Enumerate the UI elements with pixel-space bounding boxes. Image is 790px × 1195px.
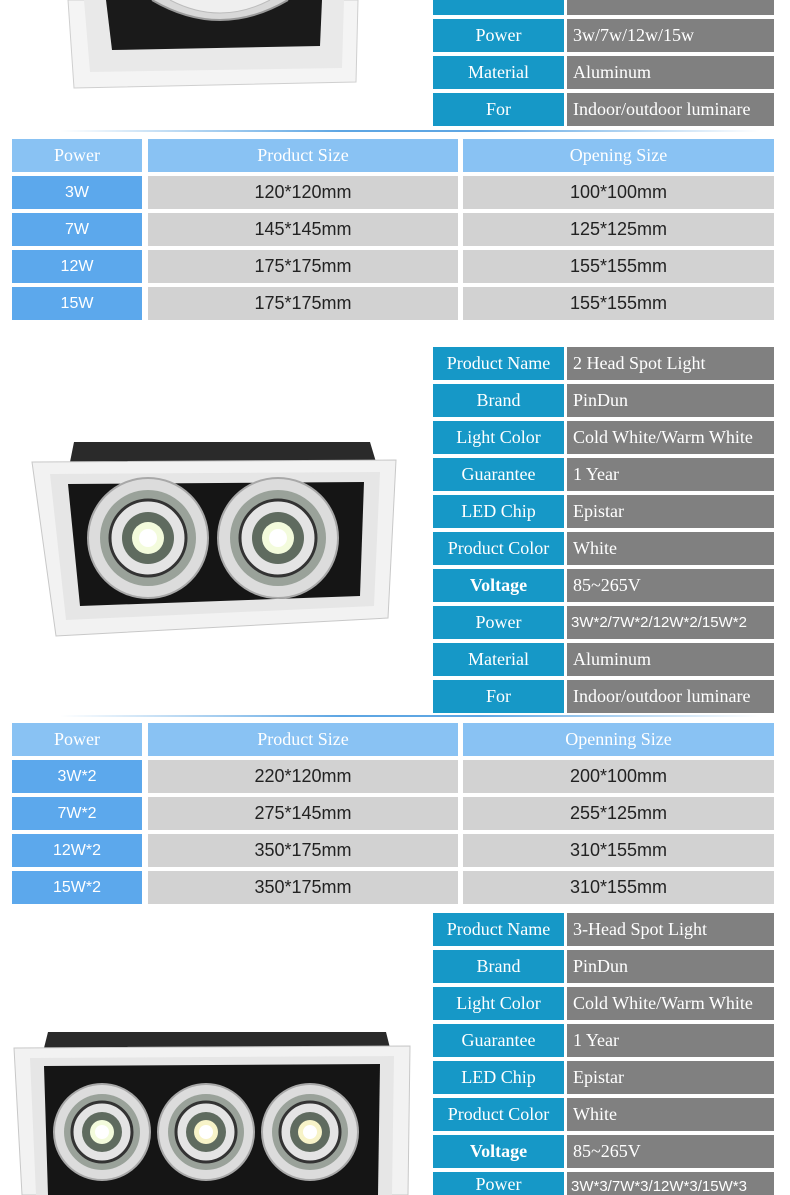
table-cell-product-size: 175*175mm (148, 287, 458, 320)
spec-label: Guarantee (433, 458, 564, 491)
spec-value: White (567, 532, 774, 565)
table-header-power: Power (12, 723, 142, 756)
table-cell-power: 7W (12, 213, 142, 246)
spec-value: 1 Year (567, 458, 774, 491)
table-cell-power: 7W*2 (12, 797, 142, 830)
table-cell-power: 12W*2 (12, 834, 142, 867)
table-header-product-size: Product Size (148, 139, 458, 172)
spec-value: 3W*3/7W*3/12W*3/15W*3 (567, 1172, 774, 1195)
spec-value: 3W*2/7W*2/12W*2/15W*2 (567, 606, 774, 639)
spec-value: Indoor/outdoor luminare (567, 93, 774, 126)
product-image-2-head (30, 440, 400, 640)
table-cell-product-size: 350*175mm (148, 871, 458, 904)
table-cell-opening-size: 310*155mm (463, 871, 774, 904)
table-cell-opening-size: 155*155mm (463, 287, 774, 320)
spec-label: Product Name (433, 347, 564, 380)
spec-value: Cold White/Warm White (567, 987, 774, 1020)
spec-label: LED Chip (433, 495, 564, 528)
spec-value: 1 Year (567, 1024, 774, 1057)
spec-value: Aluminum (567, 643, 774, 676)
table-header-opening-size: Opening Size (463, 139, 774, 172)
table-cell-product-size: 120*120mm (148, 176, 458, 209)
spec-value (567, 0, 774, 15)
spec-label: Material (433, 643, 564, 676)
spec-value: PinDun (567, 384, 774, 417)
table-cell-power: 15W*2 (12, 871, 142, 904)
spec-value: Cold White/Warm White (567, 421, 774, 454)
spec-value: 3-Head Spot Light (567, 913, 774, 946)
spec-label: Power (433, 19, 564, 52)
spec-label: LED Chip (433, 1061, 564, 1094)
spec-value: Indoor/outdoor luminare (567, 680, 774, 713)
spec-label: For (433, 93, 564, 126)
spec-value: 3w/7w/12w/15w (567, 19, 774, 52)
table-cell-product-size: 145*145mm (148, 213, 458, 246)
table-cell-opening-size: 310*155mm (463, 834, 774, 867)
table-cell-opening-size: 200*100mm (463, 760, 774, 793)
section-divider (60, 130, 760, 132)
spec-label: Brand (433, 950, 564, 983)
spec-value: PinDun (567, 950, 774, 983)
spec-value: 85~265V (567, 569, 774, 602)
spec-label: Voltage (433, 569, 564, 602)
table-cell-product-size: 275*145mm (148, 797, 458, 830)
product-image-3-head (12, 1030, 412, 1195)
spec-label: Brand (433, 384, 564, 417)
table-cell-product-size: 175*175mm (148, 250, 458, 283)
section-divider (60, 715, 760, 717)
table-header-power: Power (12, 139, 142, 172)
table-cell-power: 15W (12, 287, 142, 320)
spec-value: 2 Head Spot Light (567, 347, 774, 380)
spec-value: Epistar (567, 1061, 774, 1094)
table-header-product-size: Product Size (148, 723, 458, 756)
table-cell-power: 12W (12, 250, 142, 283)
spec-label: Power (433, 1172, 564, 1195)
spec-label (433, 0, 564, 15)
product-image-1-head (60, 0, 365, 95)
spec-label: Product Color (433, 1098, 564, 1131)
spec-value: White (567, 1098, 774, 1131)
spec-label: Power (433, 606, 564, 639)
spec-label: Light Color (433, 987, 564, 1020)
spec-label: Material (433, 56, 564, 89)
table-header-opening-size: Openning Size (463, 723, 774, 756)
spec-value: 85~265V (567, 1135, 774, 1168)
spec-label: Product Name (433, 913, 564, 946)
table-cell-product-size: 350*175mm (148, 834, 458, 867)
table-cell-opening-size: 155*155mm (463, 250, 774, 283)
spec-label: Product Color (433, 532, 564, 565)
table-cell-power: 3W (12, 176, 142, 209)
spec-value: Epistar (567, 495, 774, 528)
table-cell-product-size: 220*120mm (148, 760, 458, 793)
spec-label: For (433, 680, 564, 713)
spec-label: Light Color (433, 421, 564, 454)
table-cell-power: 3W*2 (12, 760, 142, 793)
table-cell-opening-size: 255*125mm (463, 797, 774, 830)
table-cell-opening-size: 100*100mm (463, 176, 774, 209)
spec-label: Voltage (433, 1135, 564, 1168)
spec-label: Guarantee (433, 1024, 564, 1057)
table-cell-opening-size: 125*125mm (463, 213, 774, 246)
spec-value: Aluminum (567, 56, 774, 89)
